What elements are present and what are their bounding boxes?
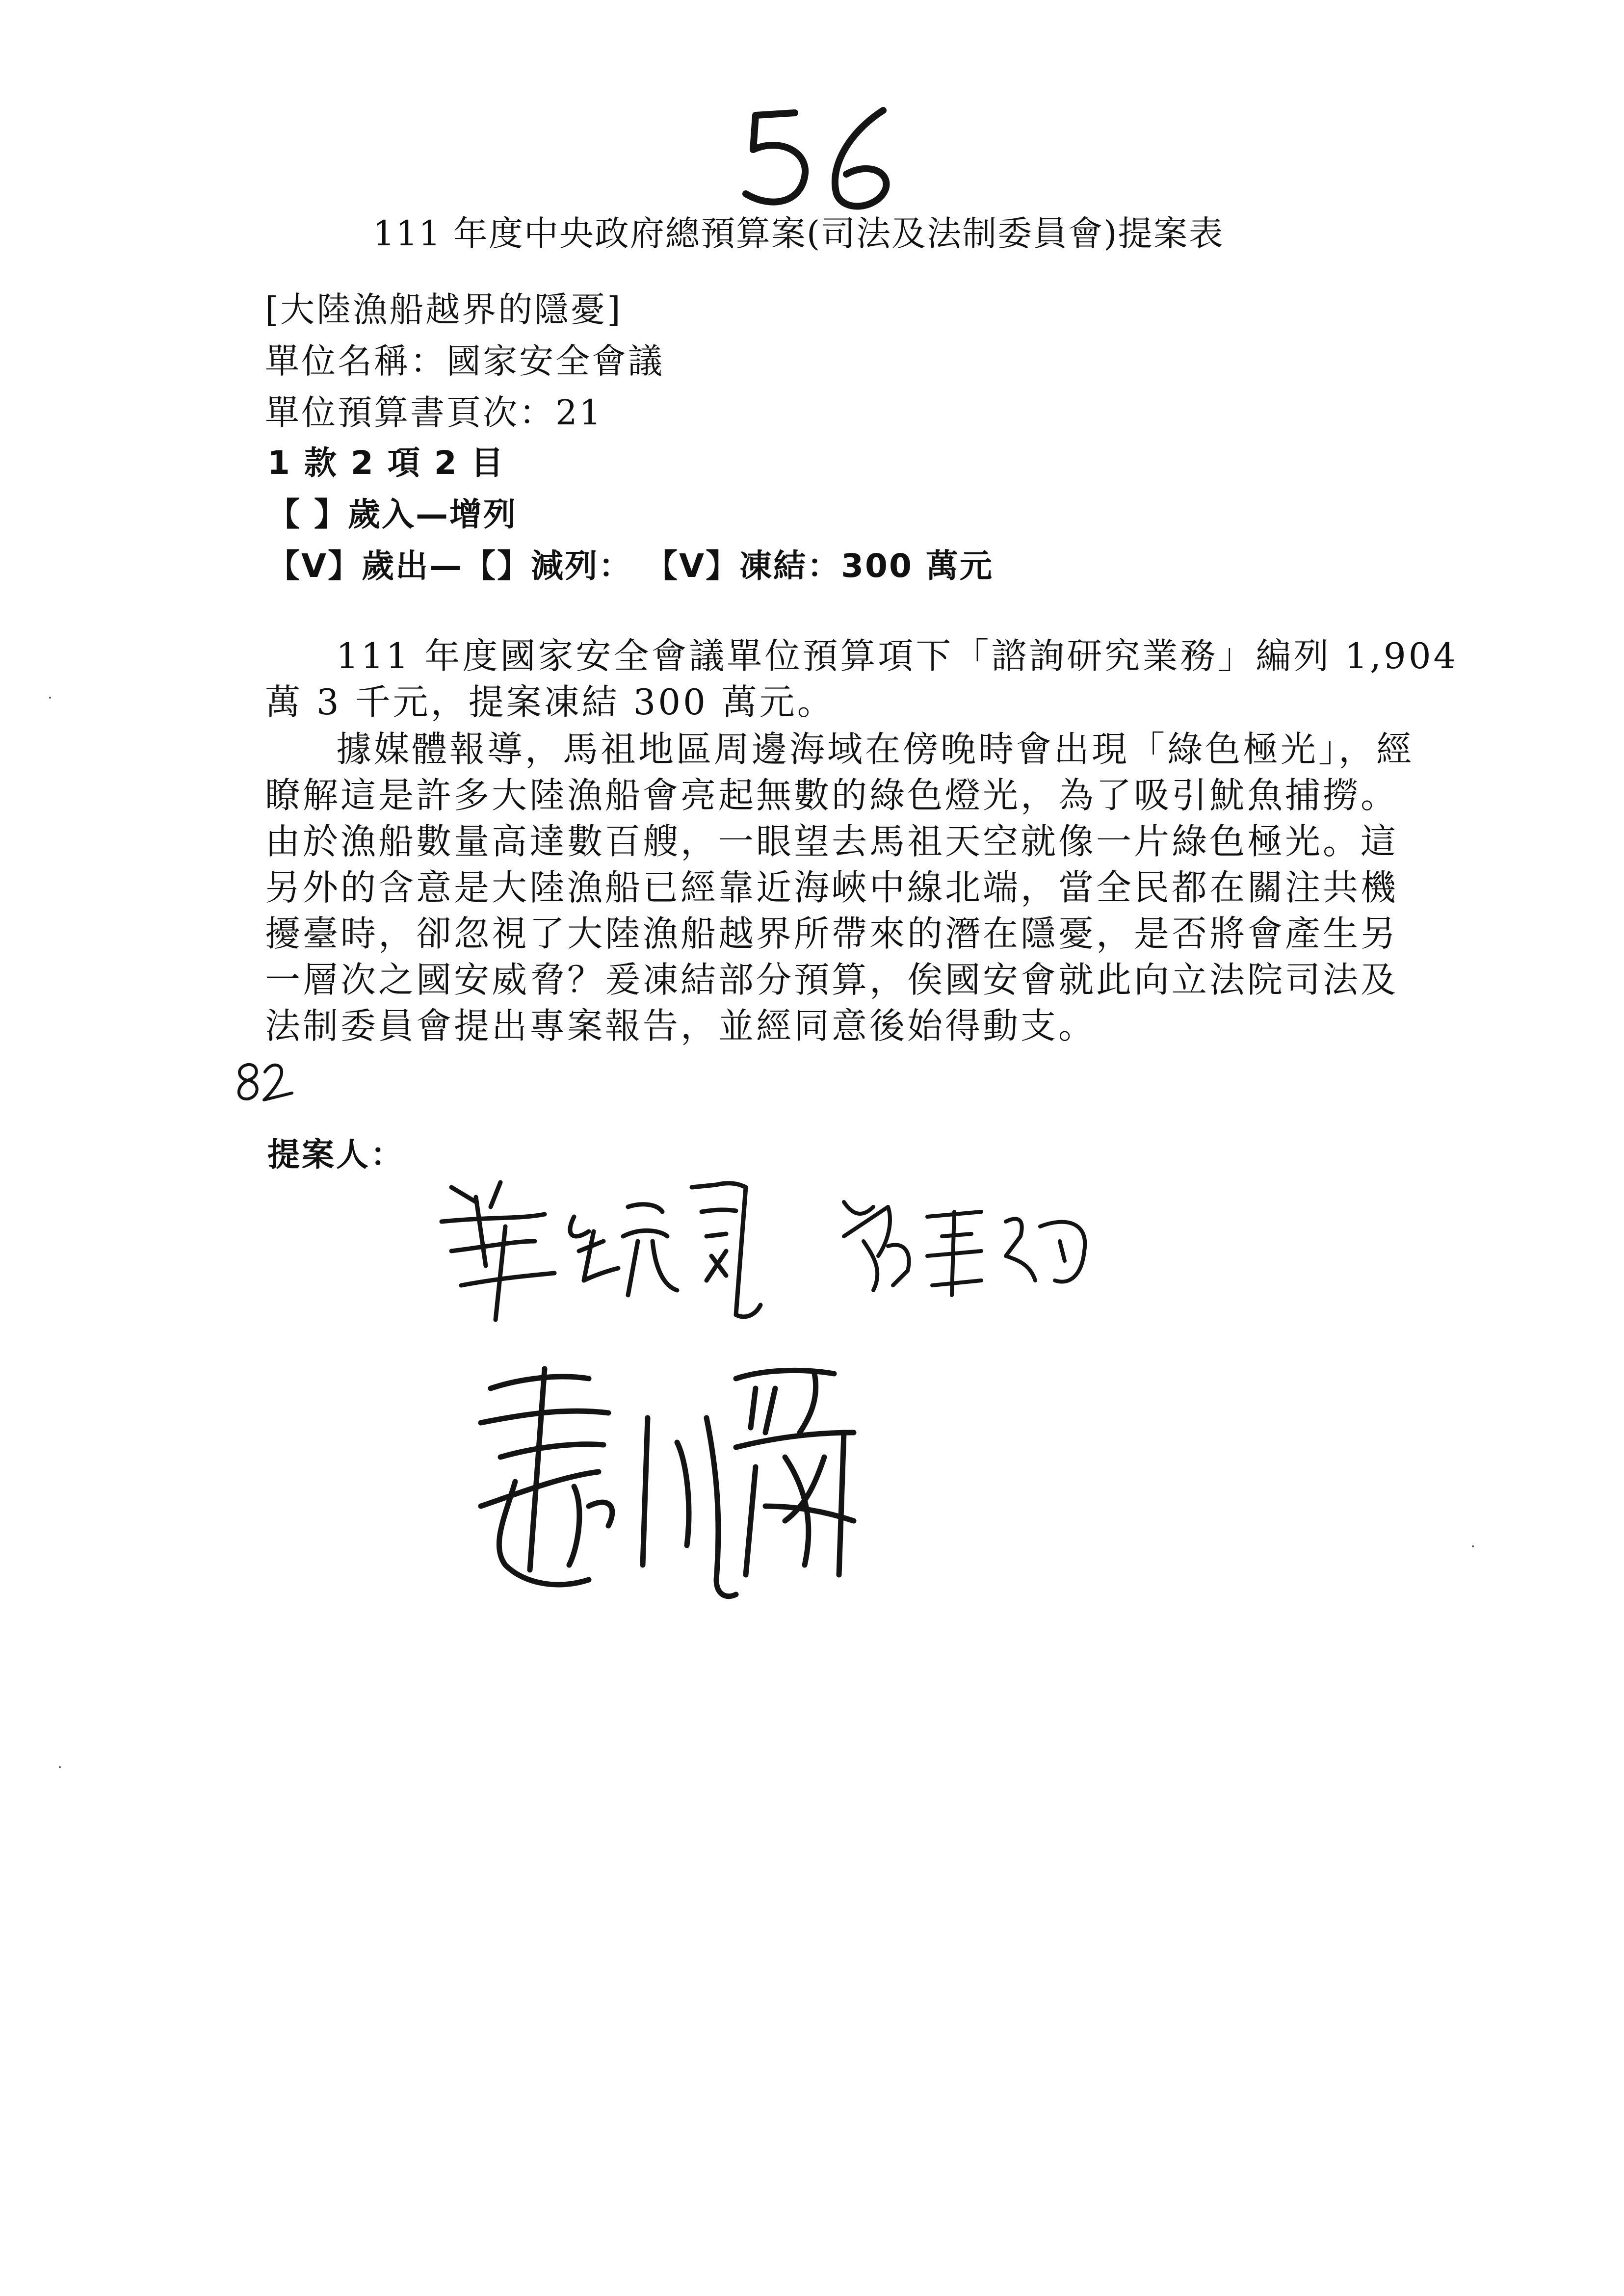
paragraph-line: 萬 3 千元，提案凍結 300 萬元。	[265, 681, 835, 723]
scan-speck	[49, 697, 51, 699]
revenue-option-line: 【 】歲入—增列	[267, 496, 517, 533]
paragraph-line: 據媒體報導，馬祖地區周邊海域在傍晚時會出現「綠色極光」，經	[336, 729, 1414, 770]
unit-name-line: 單位名稱：國家安全會議	[265, 341, 664, 381]
paragraph-line: 法制委員會提出專案報告，並經同意後始得動支。	[265, 1005, 1097, 1046]
paragraph-line: 瞭解這是許多大陸漁船會亮起無數的綠色燈光，為了吸引魷魚捕撈。	[265, 775, 1399, 816]
document-title: 111 年度中央政府總預算案(司法及法制委員會)提案表	[373, 213, 1224, 254]
signature	[432, 1168, 805, 1330]
page-number	[736, 103, 898, 216]
paragraph-justification	[265, 726, 1414, 1049]
paragraph-line: 擾臺時，卻忽視了大陸漁船越界所帶來的潛在隱憂，是否將會產生另	[265, 913, 1399, 954]
signature	[834, 1187, 1109, 1315]
scan-speck	[59, 1766, 61, 1768]
budget-page-line: 單位預算書頁次：21	[265, 392, 603, 433]
paragraph-line: 由於漁船數量高達數百艘，一眼望去馬祖天空就像一片綠色極光。這	[265, 821, 1399, 862]
budget-item-code: 1 款 2 項 2 目	[267, 444, 505, 482]
expense-freeze-line: 【V】歲出—【】減列： 【V】凍結：300 萬元	[267, 547, 994, 585]
proposer-label: 提案人：	[267, 1136, 405, 1174]
paragraph-budget-summary	[265, 633, 1458, 725]
scan-speck	[1472, 1545, 1474, 1547]
paragraph-line: 111 年度國家安全會議單位預算項下「諮詢研究業務」編列 1,904	[336, 635, 1459, 677]
subject-line: [大陸漁船越界的隱憂]	[265, 289, 623, 330]
margin-note	[231, 1055, 299, 1109]
paragraph-line: 另外的含意是大陸漁船已經靠近海峽中線北端，當全民都在關注共機	[265, 867, 1399, 908]
paragraph-line: 一層次之國安威脅？爰凍結部分預算，俟國安會就此向立法院司法及	[265, 959, 1399, 1000]
signature	[461, 1359, 913, 1604]
